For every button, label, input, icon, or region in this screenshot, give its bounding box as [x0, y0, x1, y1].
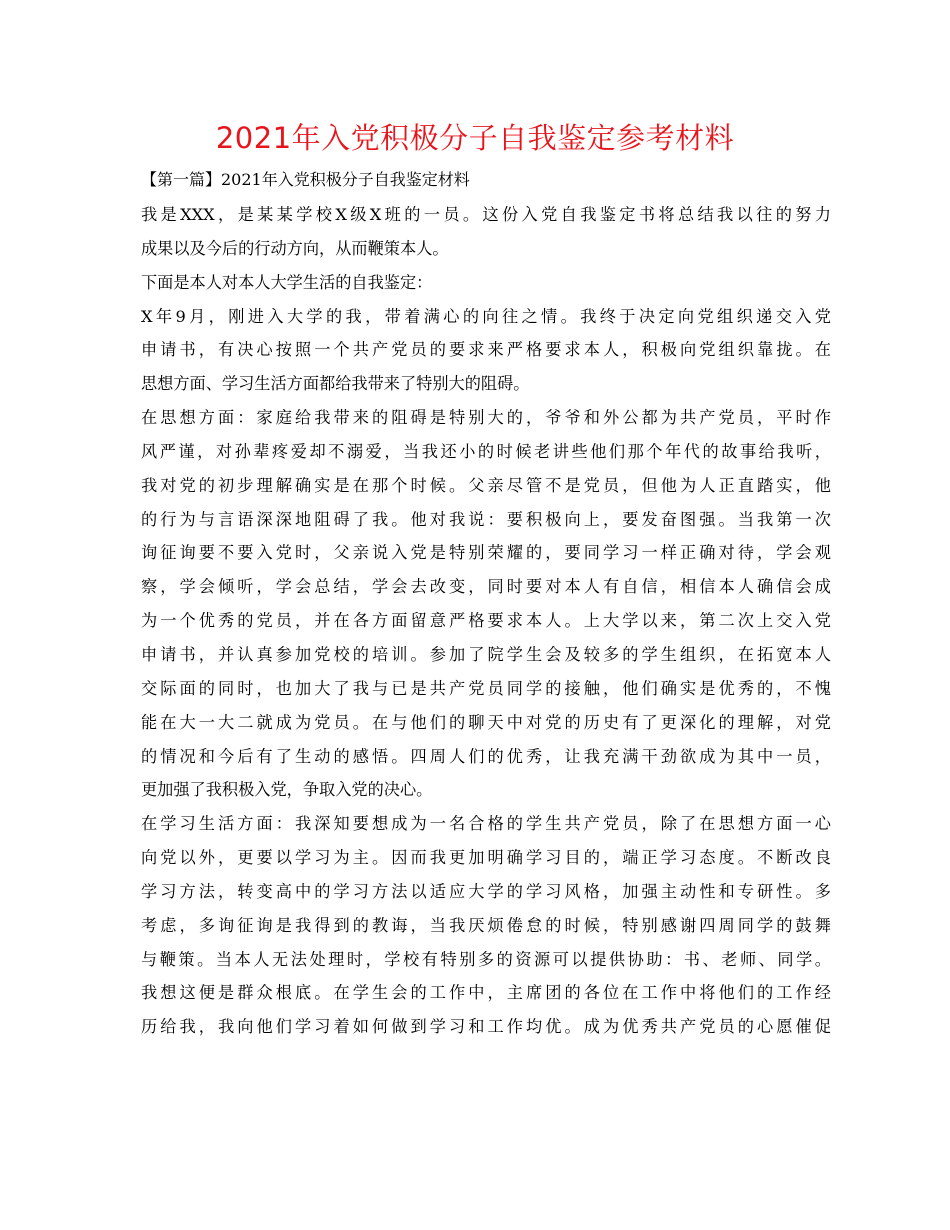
text-line: 考虑，多询征询是我得到的教诲，当我厌烦倦怠的时候，特别感谢四周同学的鼓舞 [141, 915, 831, 935]
text-line: 在学习生活方面：我深知要想成为一名合格的学生共产党员，除了在思想方面一心 [141, 814, 831, 834]
text-line: 能在大一大二就成为党员。在与他们的聊天中对党的历史有了更深化的理解，对党 [141, 712, 831, 732]
text-line: 风严谨，对孙辈疼爱却不溺爱，当我还小的时候老讲些他们那个年代的故事给我听， [141, 441, 831, 461]
document-title: 2021年入党积极分子自我鉴定参考材料 [215, 121, 735, 155]
text-line: 向党以外，更要以学习为主。因而我更加明确学习目的，端正学习态度。不断改良 [141, 848, 831, 868]
text-line: 与鞭策。当本人无法处理时，学校有特别多的资源可以提供协助：书、老师、同学。 [141, 949, 831, 969]
text-line: 交际面的同时，也加大了我与已是共产党员同学的接触，他们确实是优秀的，不愧 [141, 678, 831, 698]
text-line: 学习方法，转变高中的学习方法以适应大学的学习风格，加强主动性和专研性。多 [141, 881, 831, 901]
text-line: 在思想方面：家庭给我带来的阻碍是特别大的，爷爷和外公都为共产党员，平时作 [141, 408, 831, 428]
text-line: 的情况和今后有了生动的感悟。四周人们的优秀，让我充满干劲欲成为其中一员， [141, 746, 831, 766]
text-line: 更加强了我积极入党，争取入党的决心。 [141, 780, 433, 800]
text-line: 申请书，并认真参加党校的培训。参加了院学生会及较多的学生组织，在拓宽本人 [141, 644, 831, 664]
text-line: 我对党的初步理解确实是在那个时候。父亲尽管不是党员，但他为人正直踏实，他 [141, 475, 831, 495]
text-line: 申请书，有决心按照一个共产党员的要求来严格要求本人，积极向党组织靠拢。在 [141, 340, 831, 360]
text-line: 成果以及今后的行动方向，从而鞭策本人。 [141, 238, 449, 258]
text-line: 的行为与言语深深地阻碍了我。他对我说：要积极向上，要发奋图强。当我第一次 [141, 509, 831, 529]
text-line: 历给我，我向他们学习着如何做到学习和工作均优。成为优秀共产党员的心愿催促 [141, 1017, 831, 1037]
body-text [141, 198, 831, 1044]
text-line: 察，学会倾听，学会总结，学会去改变，同时要对本人有自信，相信本人确信会成 [141, 577, 831, 597]
text-line: X年9月，刚进入大学的我，带着满心的向往之情。我终于决定向党组织递交入党 [141, 306, 831, 326]
text-line: 下面是本人对本人大学生活的自我鉴定： [141, 272, 433, 292]
section-heading: 【第一篇】2021年入党积极分子自我鉴定材料 [141, 170, 470, 189]
text-line: 思想方面、学习生活方面都给我带来了特别大的阻碍。 [141, 374, 530, 394]
text-line: 我是XXX，是某某学校X级X班的一员。这份入党自我鉴定书将总结我以往的努力 [141, 205, 831, 224]
text-line: 我想这便是群众根底。在学生会的工作中，主席团的各位在工作中将他们的工作经 [141, 983, 831, 1003]
text-line: 询征询要不要入党时，父亲说入党是特别荣耀的，要同学习一样正确对待，学会观 [141, 543, 831, 563]
text-line: 为一个优秀的党员，并在各方面留意严格要求本人。上大学以来，第二次上交入党 [141, 611, 831, 631]
